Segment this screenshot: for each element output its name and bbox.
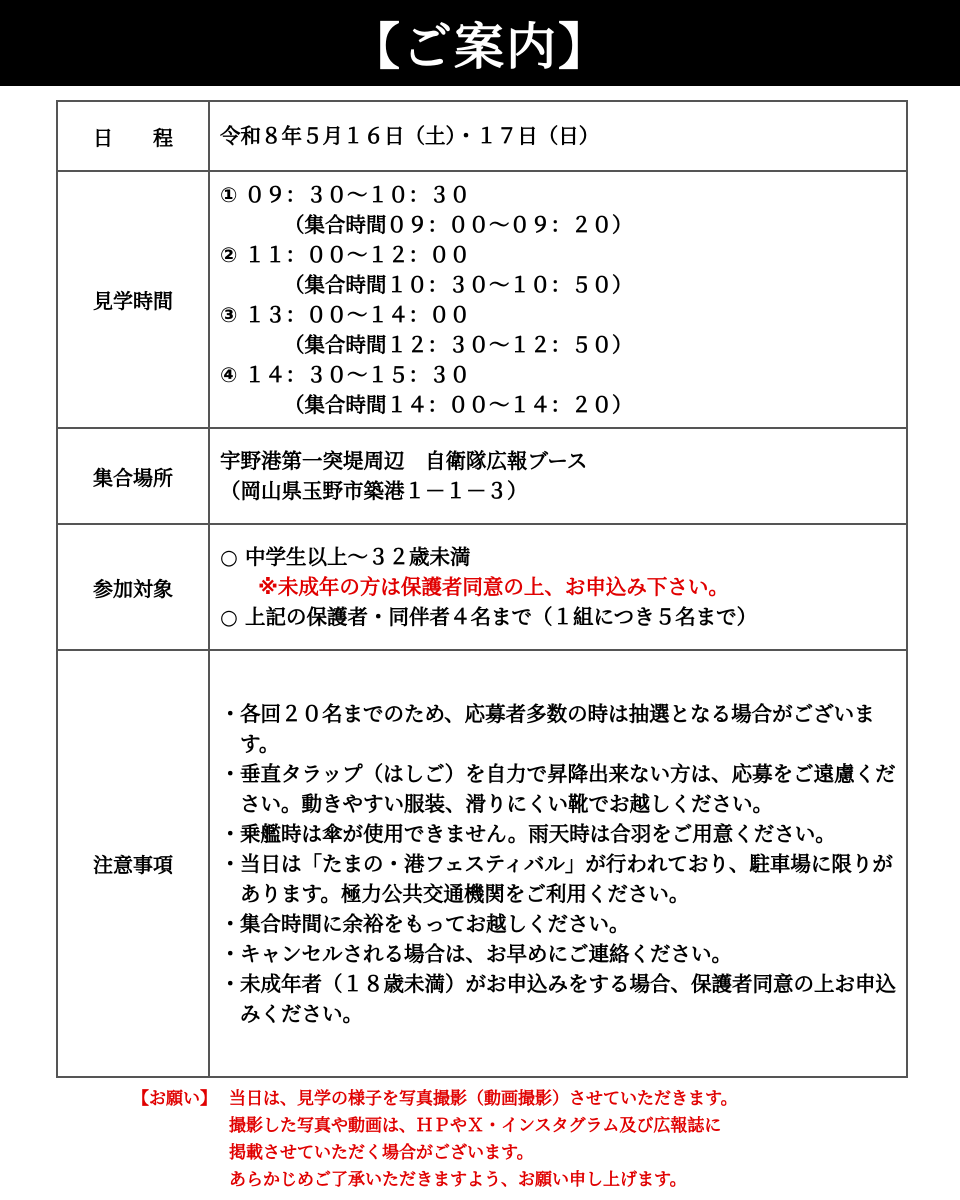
note-text: 当日は「たまの・港フェスティバル」が行われており、駐車場に限りがあります。極力公共交通機関をご利用ください。 [240, 851, 893, 906]
tour-times-value [209, 171, 907, 428]
eligibility-line-1: ○ 中学生以上～３２歳未満 [220, 545, 471, 569]
request-tag: 【お願い】 [132, 1089, 217, 1109]
note-item [220, 819, 896, 849]
info-table [56, 100, 908, 1078]
meeting-place-address: （岡山県玉野市築港１－１－３） [220, 479, 528, 503]
note-text: 乗艦時は傘が使用できません。雨天時は合羽をご用意ください。 [240, 821, 836, 846]
footer-text: 掲載させていただく場合がございます。 [229, 1143, 534, 1163]
session-4-time: ④ １４：３０～１５：３０ [220, 362, 470, 387]
bullet: ・ [220, 971, 241, 996]
note-item [220, 969, 896, 1029]
notes-row [57, 650, 907, 1077]
eligibility-value [209, 524, 907, 650]
footer-line [0, 1167, 960, 1194]
note-item [220, 759, 896, 819]
session-4-meeting: （集合時間１４：００～１４：２０） [284, 392, 633, 417]
footer-text: 当日は、見学の様子を写真撮影（動画撮影）させていただきます。 [229, 1089, 738, 1109]
bullet: ・ [220, 911, 241, 936]
schedule-value [209, 101, 907, 171]
eligibility-line-2: ○ 上記の保護者・同伴者４名まで（１組につき５名まで） [220, 605, 758, 629]
notes-value [209, 650, 907, 1077]
footer-line [0, 1086, 960, 1113]
session-2-meeting: （集合時間１０：３０～１０：５０） [284, 272, 633, 297]
note-item [220, 909, 896, 939]
schedule-text: 令和８年５月１６日（土）・１７日（日） [220, 124, 600, 148]
meeting-place-label: 集合場所 [57, 428, 209, 524]
note-text: 各回２０名までのため、応募者多数の時は抽選となる場合がございます。 [240, 701, 875, 756]
eligibility-row [57, 524, 907, 650]
note-item [220, 699, 896, 759]
page-title: 【ご案内】 [350, 18, 610, 76]
note-text: 未成年者（１８歳未満）がお申込みをする場合、保護者同意の上お申込みください。 [240, 971, 896, 1026]
bullet: ・ [220, 701, 241, 726]
session-1-time: ① ０９：３０～１０：３０ [220, 182, 470, 207]
schedule-row [57, 101, 907, 171]
footer-line [0, 1113, 960, 1140]
footer-text: あらかじめご了承いただきますよう、お願い申し上げます。 [229, 1170, 687, 1190]
meeting-place-name: 宇野港第一突堤周辺 自衛隊広報ブース [220, 449, 588, 473]
bullet: ・ [220, 941, 241, 966]
session-1-meeting: （集合時間０９：００～０９：２０） [284, 212, 633, 237]
session-2-time: ② １１：００～１２：００ [220, 242, 470, 267]
session-3-meeting: （集合時間１２：３０～１２：５０） [284, 332, 633, 357]
tour-times-row [57, 171, 907, 428]
request-footer [0, 1086, 960, 1194]
note-item [220, 849, 896, 909]
header-banner [0, 0, 960, 86]
note-item [220, 939, 896, 969]
tour-times-label: 見学時間 [57, 171, 209, 428]
schedule-label: 日 程 [57, 101, 209, 171]
eligibility-label: 参加対象 [57, 524, 209, 650]
bullet: ・ [220, 821, 241, 846]
note-text: 垂直タラップ（はしご）を自力で昇降出来ない方は、応募をご遠慮ください。動きやすい服装、滑りにくい靴でお越しください。 [240, 761, 896, 816]
notes-label: 注意事項 [57, 650, 209, 1077]
note-text: キャンセルされる場合は、お早めにご連絡ください。 [240, 941, 732, 966]
meeting-place-row [57, 428, 907, 524]
bullet: ・ [220, 851, 241, 876]
footer-text: 撮影した写真や動画は、ＨＰやＸ・インスタグラム及び広報誌に [229, 1116, 722, 1136]
eligibility-minor-note: ※未成年の方は保護者同意の上、お申込み下さい。 [258, 575, 729, 599]
note-text: 集合時間に余裕をもってお越しください。 [240, 911, 630, 936]
meeting-place-value [209, 428, 907, 524]
bullet: ・ [220, 761, 241, 786]
session-3-time: ③ １３：００～１４：００ [220, 302, 470, 327]
footer-line [0, 1140, 960, 1167]
